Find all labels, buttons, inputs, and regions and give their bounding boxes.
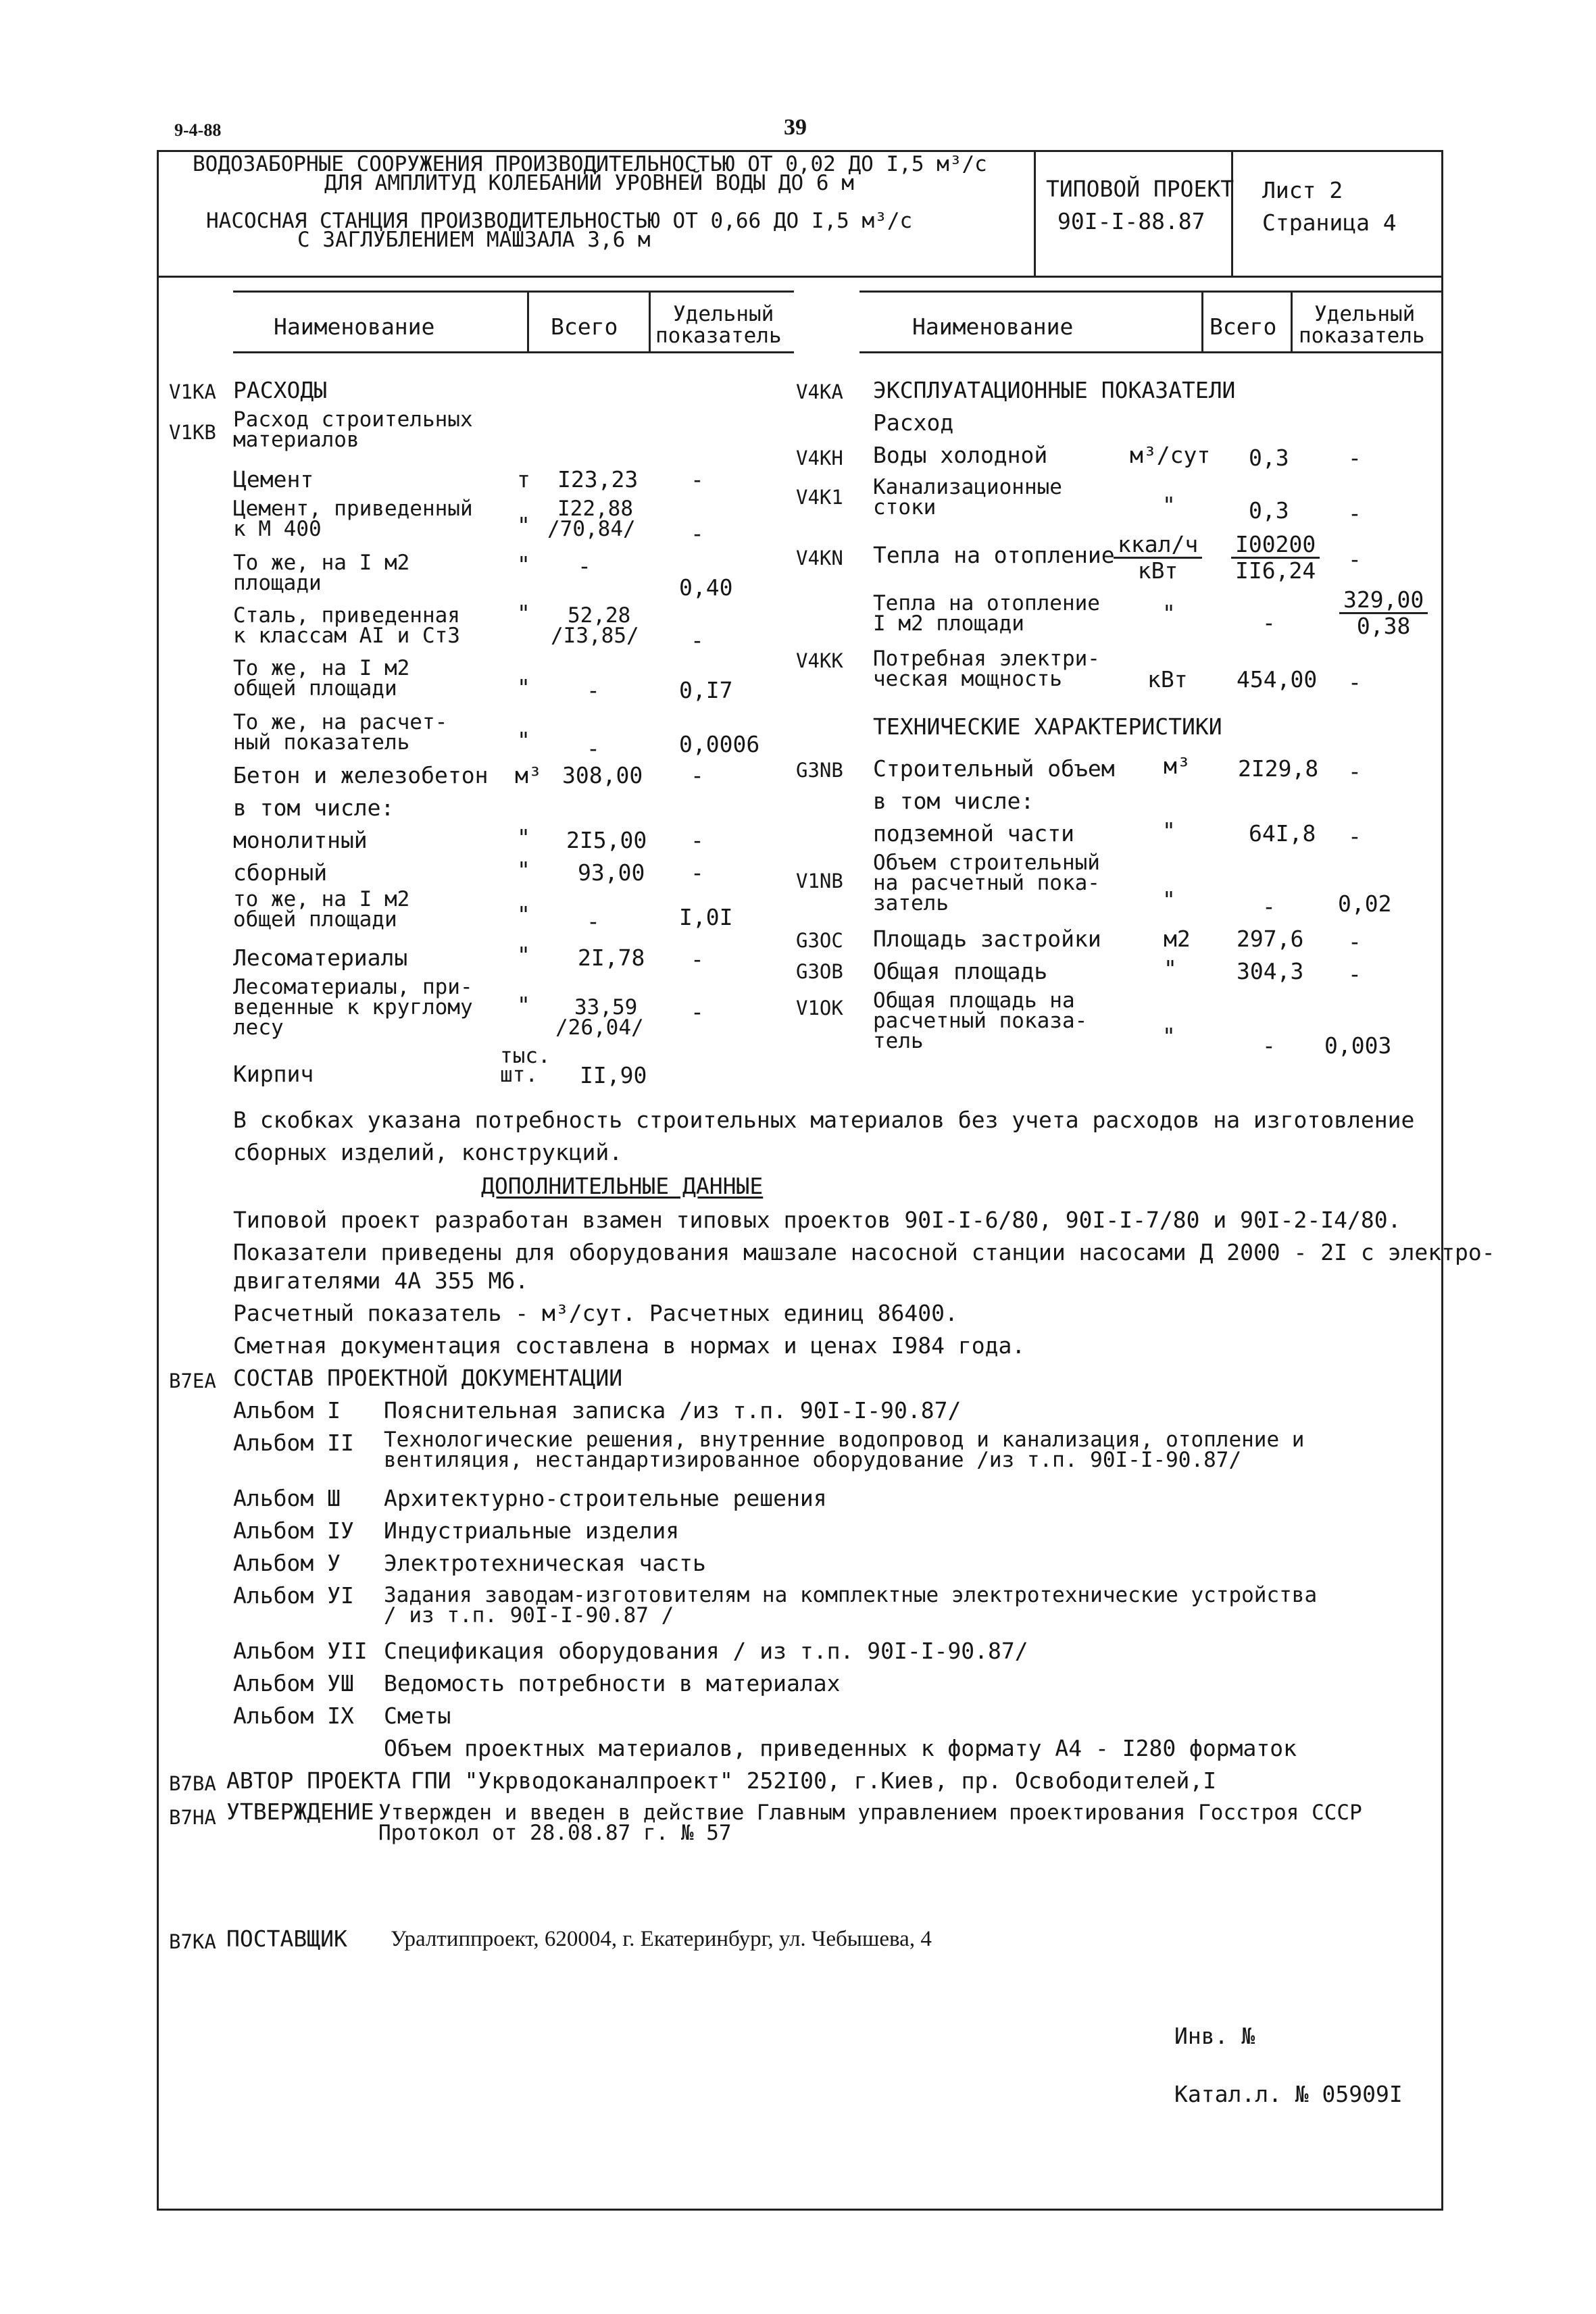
- col-sep: [527, 291, 529, 353]
- row-name-2: к классам АI и Ст3: [233, 624, 460, 648]
- row-name: сборный: [233, 859, 328, 886]
- row-spec: 329,00: [1339, 588, 1428, 614]
- row-name: Потребная электри-: [873, 647, 1100, 671]
- row-name-2: общей площади: [233, 676, 397, 701]
- row-name-2: к М 400: [233, 517, 322, 541]
- row-name-2: площади: [233, 571, 322, 595]
- title-line-1: ВОДОЗАБОРНЫЕ СООРУЖЕНИЯ ПРОИЗВОДИТЕЛЬНОСТЬЮ ОТ 0,02 ДО I,5 м³/с: [193, 152, 987, 176]
- row-unit: ": [1164, 955, 1177, 982]
- album-text-2: вентиляция, нестандартизированное оборудование /из т.п. 90I-I-90.87/: [384, 1448, 1242, 1472]
- album-text: Архитектурно-строительные решения: [384, 1485, 827, 1511]
- row-unit: ": [517, 992, 530, 1018]
- row-name: Лесоматериалы, при-: [233, 975, 473, 999]
- album-label: Альбом IX: [233, 1703, 354, 1729]
- row-name: Цемент: [233, 466, 314, 493]
- col-sep: [1201, 291, 1203, 353]
- row-total: -: [587, 677, 600, 703]
- row-total: 454,00: [1237, 666, 1318, 693]
- col-name-right: Наименование: [912, 313, 1074, 340]
- row-unit: ккал/ч: [1114, 532, 1202, 559]
- heat-total-fraction: [1231, 532, 1320, 583]
- row-name: ТЕХНИЧЕСКИЕ ХАРАКТЕРИСТИКИ: [873, 713, 1222, 740]
- approval-label: УТВЕРЖДЕНИЕ: [226, 1799, 374, 1825]
- row-name: в том числе:: [873, 788, 1034, 814]
- composition-code: B7EA: [169, 1369, 216, 1392]
- row-name-2: на расчетный пока-: [873, 871, 1100, 895]
- row-code: V1OK: [796, 997, 843, 1020]
- title-line-2: ДЛЯ АМПЛИТУД КОЛЕБАНИЙ УРОВНЕЙ ВОДЫ ДО 6 м: [324, 171, 854, 195]
- row-spec: -: [691, 946, 704, 972]
- row-name: То же, на I м2: [233, 656, 410, 680]
- table-head-bottom-right: [859, 351, 1443, 353]
- row-name: монолитный: [233, 827, 368, 853]
- additional-line-1: Типовой проект разработан взамен типовых проектов 90I-I-6/80, 90I-I-7/80 и 90I-2-I4/80.: [233, 1207, 1401, 1233]
- header-vline-1: [1034, 150, 1036, 277]
- row-name: Объем строительный: [873, 851, 1100, 875]
- row-name: Общая площадь: [873, 958, 1048, 984]
- row-code: V1NB: [796, 870, 843, 892]
- row-name: То же, на расчет-: [233, 710, 448, 734]
- row-spec: -: [691, 627, 704, 653]
- col-spec-right-2: показатель: [1299, 324, 1425, 348]
- catalog-number: Катал.л. № 05909I: [1174, 2081, 1403, 2107]
- row-unit: м³/сут: [1130, 442, 1211, 468]
- row-name: Воды холодной: [873, 442, 1048, 468]
- row-spec: -: [691, 859, 704, 886]
- row-name-2: расчетный показа-: [873, 1009, 1088, 1033]
- row-spec: -: [1348, 928, 1362, 955]
- row-name: Канализационные: [873, 475, 1062, 499]
- row-name-2: стоки: [873, 495, 937, 520]
- row-unit: ": [1162, 818, 1176, 844]
- row-total: 297,6: [1237, 926, 1304, 952]
- row-spec: -: [1348, 500, 1362, 526]
- row-unit: кВт: [1147, 666, 1188, 693]
- row-spec: 0,0006: [679, 731, 760, 757]
- additional-line-5: Сметная документация составлена в нормах и ценах I984 года.: [233, 1332, 1026, 1359]
- row-unit-2: кВт: [1137, 557, 1178, 584]
- row-total-2: /70,84/: [547, 517, 636, 541]
- row-unit: ": [1162, 1023, 1176, 1049]
- supplier-code: B7KA: [169, 1930, 216, 1953]
- row-total: -: [587, 908, 600, 934]
- approval-code: B7HA: [169, 1806, 216, 1829]
- row-unit: т: [517, 466, 530, 493]
- row-total: II,90: [580, 1062, 647, 1088]
- page-label: Страница 4: [1262, 209, 1397, 236]
- album-text: Электротехническая часть: [384, 1550, 706, 1576]
- approval-text: Утвержден и введен в действие Главным управлением проектирования Госстроя СССР: [378, 1801, 1362, 1825]
- row-total: 0,3: [1249, 497, 1289, 524]
- row-spec: -: [691, 999, 704, 1025]
- row-code: V4KA: [796, 380, 843, 403]
- row-unit: ": [517, 824, 530, 851]
- row-unit: ": [1162, 886, 1176, 913]
- row-name: в том числе:: [233, 795, 395, 821]
- col-sep: [649, 291, 651, 353]
- row-total: -: [1262, 1032, 1276, 1059]
- row-total-2: /26,04/: [555, 1015, 644, 1040]
- row-name-2: I м2 площади: [873, 611, 1024, 636]
- row-total: I22,88: [557, 497, 633, 521]
- row-total: I00200: [1231, 532, 1320, 559]
- doc-code-top: 9-4-88: [174, 120, 222, 140]
- album-label: Альбом УШ: [233, 1670, 354, 1696]
- row-name: Общая площадь на: [873, 988, 1075, 1013]
- row-unit: ": [517, 942, 530, 968]
- row-spec: -: [1348, 445, 1362, 471]
- row-unit: ": [517, 674, 530, 701]
- row-total: 93,00: [578, 859, 645, 886]
- col-sep: [1291, 291, 1293, 353]
- row-total: -: [1262, 609, 1276, 636]
- row-spec: 0,02: [1338, 890, 1392, 917]
- title-line-3: НАСОСНАЯ СТАНЦИЯ ПРОИЗВОДИТЕЛЬНОСТЬЮ ОТ 0,66 ДО I,5 м³/с: [206, 209, 913, 233]
- composition-heading: СОСТАВ ПРОЕКТНОЙ ДОКУМЕНТАЦИИ: [233, 1365, 623, 1391]
- row-spec: 0,40: [679, 574, 733, 601]
- project-number: 90I-I-88.87: [1057, 208, 1205, 234]
- album-text: Задания заводам-изготовителям на комплектные электротехнические устройства: [384, 1583, 1318, 1607]
- col-total-left: Всего: [551, 313, 618, 340]
- row-total: 0,3: [1249, 445, 1289, 471]
- table-head-bottom-left: [233, 351, 794, 353]
- album-text: Спецификация оборудования / из т.п. 90I-I-90.87/: [384, 1638, 1028, 1664]
- row-name: Расход: [873, 409, 954, 436]
- author-label: АВТОР ПРОЕКТА: [226, 1767, 401, 1794]
- row-spec: -: [1348, 669, 1362, 695]
- row-unit: тыс.: [500, 1044, 551, 1068]
- row-spec: 0,I7: [679, 677, 733, 703]
- row-unit: м³: [515, 762, 542, 788]
- note-line-1: В скобках указана потребность строительных материалов без учета расходов на изготовление: [233, 1107, 1415, 1133]
- row-unit: ": [1162, 492, 1176, 518]
- row-unit: ": [517, 727, 530, 753]
- additional-line-2: Показатели приведены для оборудования машзале насосной станции насосами Д 2000 - 2I с электро-: [233, 1239, 1495, 1265]
- row-name: РАСХОДЫ: [233, 377, 328, 403]
- row-total: 2I,78: [578, 945, 645, 971]
- row-name: Сталь, приведенная: [233, 603, 460, 628]
- project-label: ТИПОВОЙ ПРОЕКТ: [1046, 176, 1235, 202]
- row-total: 2I5,00: [566, 827, 647, 853]
- row-code: G3OC: [796, 929, 843, 952]
- album-label: Альбом I: [233, 1397, 341, 1424]
- row-name: Тепла на отопление: [873, 542, 1115, 568]
- sheet-number: Лист 2: [1262, 177, 1343, 203]
- album-text: Индустриальные изделия: [384, 1517, 680, 1544]
- album-label: Альбом Ш: [233, 1485, 341, 1511]
- row-total: 52,28: [568, 603, 631, 628]
- row-total: 2I29,8: [1238, 755, 1319, 782]
- header-vline-2: [1231, 150, 1233, 277]
- row-total: 33,59: [574, 995, 638, 1020]
- row-name: подземной части: [873, 820, 1075, 847]
- row-unit: ": [517, 901, 530, 928]
- album-text: Технологические решения, внутренние водопровод и канализация, отопление и: [384, 1428, 1305, 1452]
- row-name-3: затель: [873, 891, 949, 915]
- row-total-2: II6,24: [1235, 557, 1316, 584]
- row-name: Цемент, приведенный: [233, 497, 473, 521]
- row-name-2: веденные к круглому: [233, 995, 473, 1020]
- row-code: G3OB: [796, 960, 843, 983]
- inventory-number: Инв. №: [1174, 2023, 1255, 2049]
- row-name: Лесоматериалы: [233, 945, 408, 971]
- row-spec: -: [691, 762, 704, 788]
- row-total: 304,3: [1237, 958, 1304, 984]
- col-spec-left-1: Удельный: [673, 302, 774, 326]
- row-spec: -: [1348, 961, 1362, 987]
- row-spec: -: [1348, 758, 1362, 784]
- row-spec: -: [1348, 823, 1362, 849]
- col-name-left: Наименование: [274, 313, 435, 340]
- album-text: Пояснительная записка /из т.п. 90I-I-90.87/: [384, 1397, 962, 1424]
- row-name-2: общей площади: [233, 907, 397, 932]
- row-code: V4K1: [796, 486, 843, 509]
- row-unit: ": [517, 551, 530, 578]
- author-text: ГПИ "Укрводоканалпроект" 252I00, г.Киев, пр. Освободителей,I: [411, 1767, 1217, 1794]
- page-number: 39: [784, 115, 807, 140]
- row-name-2: ческая мощность: [873, 667, 1062, 691]
- row-spec: -: [691, 827, 704, 853]
- album-text: Сметы: [384, 1703, 451, 1729]
- row-unit: ": [517, 600, 530, 626]
- row-name: Бетон и железобетон: [233, 762, 489, 788]
- heat-spec-fraction: [1339, 588, 1428, 638]
- col-total-right: Всего: [1210, 313, 1277, 340]
- row-spec: 0,003: [1324, 1032, 1392, 1059]
- row-name: то же, на I м2: [233, 887, 410, 911]
- additional-line-4: Расчетный показатель - м³/сут. Расчетных единиц 86400.: [233, 1300, 958, 1326]
- row-code: G3NB: [796, 759, 843, 782]
- album-label: Альбом IУ: [233, 1517, 354, 1544]
- title-line-4: С ЗАГЛУБЛЕНИЕМ МАШЗАЛА 3,6 м: [297, 228, 651, 252]
- row-spec-2: 0,38: [1356, 613, 1411, 639]
- row-name-2: ный показатель: [233, 730, 410, 755]
- album-label: Альбом УI: [233, 1582, 354, 1609]
- album-text-2: / из т.п. 90I-I-90.87 /: [384, 1603, 674, 1628]
- heat-unit-fraction: [1114, 532, 1202, 583]
- additional-line-3: двигателями 4А 355 М6.: [233, 1267, 529, 1294]
- author-code: B7BA: [169, 1772, 216, 1795]
- row-name: Строительный объем: [873, 755, 1115, 782]
- row-total-2: /I3,85/: [551, 624, 639, 648]
- row-spec: I,0I: [679, 904, 733, 930]
- additional-heading: ДОПОЛНИТЕЛЬНЫЕ ДАННЫЕ: [481, 1173, 764, 1199]
- row-name: Расход строительных: [233, 407, 473, 432]
- approval-text-2: Протокол от 28.08.87 г. № 57: [378, 1821, 732, 1845]
- row-total: -: [587, 735, 600, 761]
- table-top-left: [233, 291, 794, 293]
- supplier-text: Уралтиппроект, 620004, г. Екатеринбург, ул. Чебышева, 4: [391, 1927, 932, 1951]
- col-spec-left-2: показатель: [655, 324, 782, 348]
- row-total: 308,00: [562, 762, 643, 788]
- row-name-3: тель: [873, 1029, 924, 1053]
- row-code: V1KA: [169, 380, 216, 403]
- row-code: V4KN: [796, 547, 843, 570]
- row-unit: ": [1162, 600, 1176, 626]
- row-name: ЭКСПЛУАТАЦИОННЫЕ ПОКАЗАТЕЛИ: [873, 377, 1236, 403]
- row-total: -: [1262, 893, 1276, 920]
- album-text: Ведомость потребности в материалах: [384, 1670, 841, 1696]
- row-unit: ": [517, 857, 530, 883]
- row-spec: -: [1348, 546, 1362, 572]
- row-name: То же, на I м2: [233, 551, 410, 575]
- row-code: V4KK: [796, 649, 843, 672]
- album-label: Альбом УII: [233, 1638, 368, 1664]
- row-unit: м³: [1164, 753, 1191, 779]
- row-spec: -: [691, 466, 704, 493]
- row-code: V1KB: [169, 421, 216, 444]
- col-spec-right-1: Удельный: [1314, 302, 1416, 326]
- supplier-label: ПОСТАВЩИК: [226, 1926, 347, 1952]
- header-divider: [157, 276, 1443, 278]
- row-name: Площадь застройки: [873, 926, 1101, 952]
- row-name: Кирпич: [233, 1061, 314, 1087]
- row-unit: м2: [1164, 926, 1191, 952]
- row-code: V4KH: [796, 447, 843, 470]
- row-total: I23,23: [557, 466, 639, 493]
- row-unit: ": [517, 512, 530, 538]
- album-label: Альбом II: [233, 1430, 354, 1456]
- table-top-right: [859, 291, 1443, 293]
- row-name-3: лесу: [233, 1015, 284, 1040]
- row-spec: -: [691, 520, 704, 547]
- row-unit-2: шт.: [500, 1063, 538, 1087]
- row-total: 64I,8: [1249, 820, 1316, 847]
- row-name: Тепла на отопление: [873, 591, 1100, 615]
- composition-volume: Объем проектных материалов, приведенных к формату А4 - I280 форматок: [384, 1735, 1297, 1761]
- row-name-2: материалов: [233, 428, 359, 452]
- album-label: Альбом У: [233, 1550, 341, 1576]
- note-line-2: сборных изделий, конструкций.: [233, 1139, 623, 1165]
- row-total: -: [578, 553, 591, 579]
